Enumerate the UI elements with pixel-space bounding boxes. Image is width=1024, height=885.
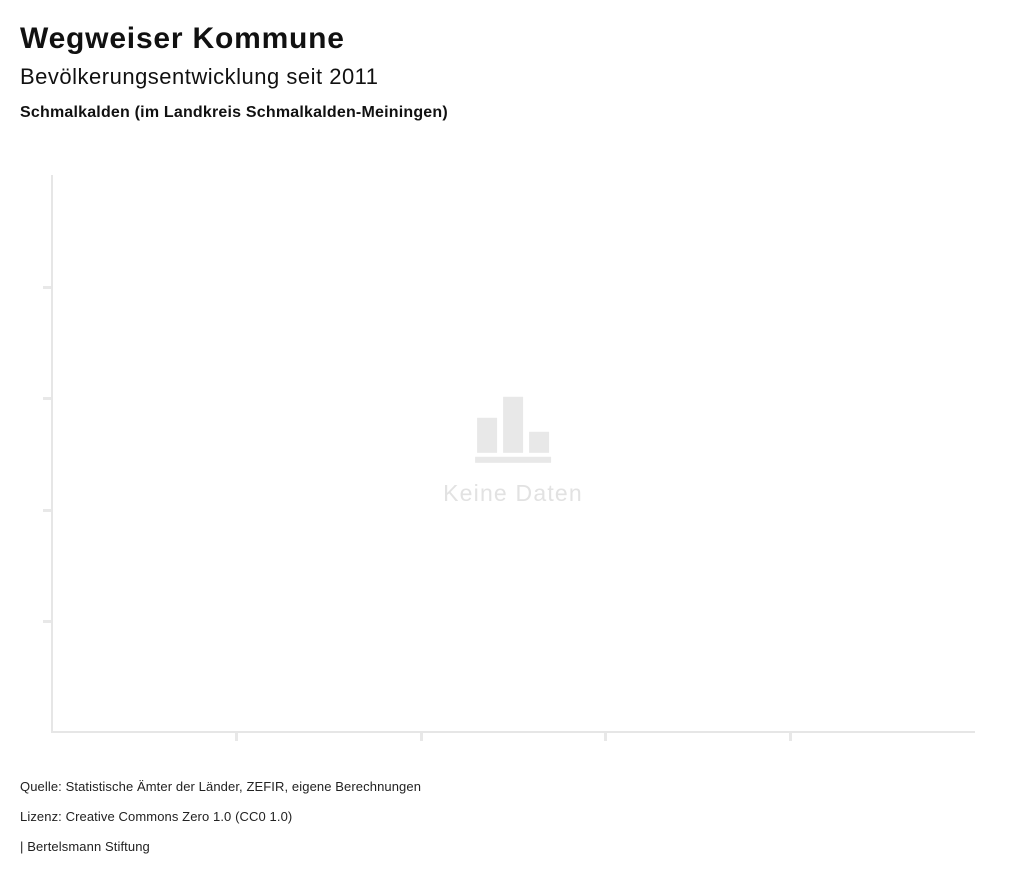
bar-chart-icon-bar	[477, 418, 497, 453]
x-axis-tick	[420, 733, 423, 741]
chart-footer	[20, 779, 421, 869]
chart-plot-area	[51, 175, 975, 733]
bar-chart-icon-baseline	[475, 457, 551, 463]
x-axis-tick	[604, 733, 607, 741]
app-title: Wegweiser Kommune	[20, 22, 345, 55]
no-data-message: Keine Daten	[443, 479, 583, 506]
x-axis-line	[51, 731, 975, 733]
source-line: Quelle: Statistische Ämter der Länder, ZEFIR, eigene Berechnungen	[20, 779, 422, 794]
bar-chart-icon-bars	[443, 397, 583, 453]
attribution-line: | Bertelsmann Stiftung	[20, 839, 150, 854]
x-axis-tick	[235, 733, 238, 741]
bar-chart-icon	[443, 397, 583, 463]
y-axis-tick	[43, 509, 51, 512]
y-axis-tick	[43, 286, 51, 289]
y-axis-tick	[43, 397, 51, 400]
chart-title: Bevölkerungsentwicklung seit 2011	[20, 64, 379, 89]
y-axis-line	[51, 175, 53, 733]
bar-chart-icon-bar	[503, 397, 523, 453]
chart-subtitle: Schmalkalden (im Landkreis Schmalkalden-Meiningen)	[20, 104, 448, 121]
y-axis-tick	[43, 620, 51, 623]
x-axis-tick	[789, 733, 792, 741]
no-data-placeholder	[443, 397, 583, 507]
bar-chart-icon-bar	[529, 432, 549, 453]
license-line: Lizenz: Creative Commons Zero 1.0 (CC0 1.0)	[20, 809, 293, 824]
